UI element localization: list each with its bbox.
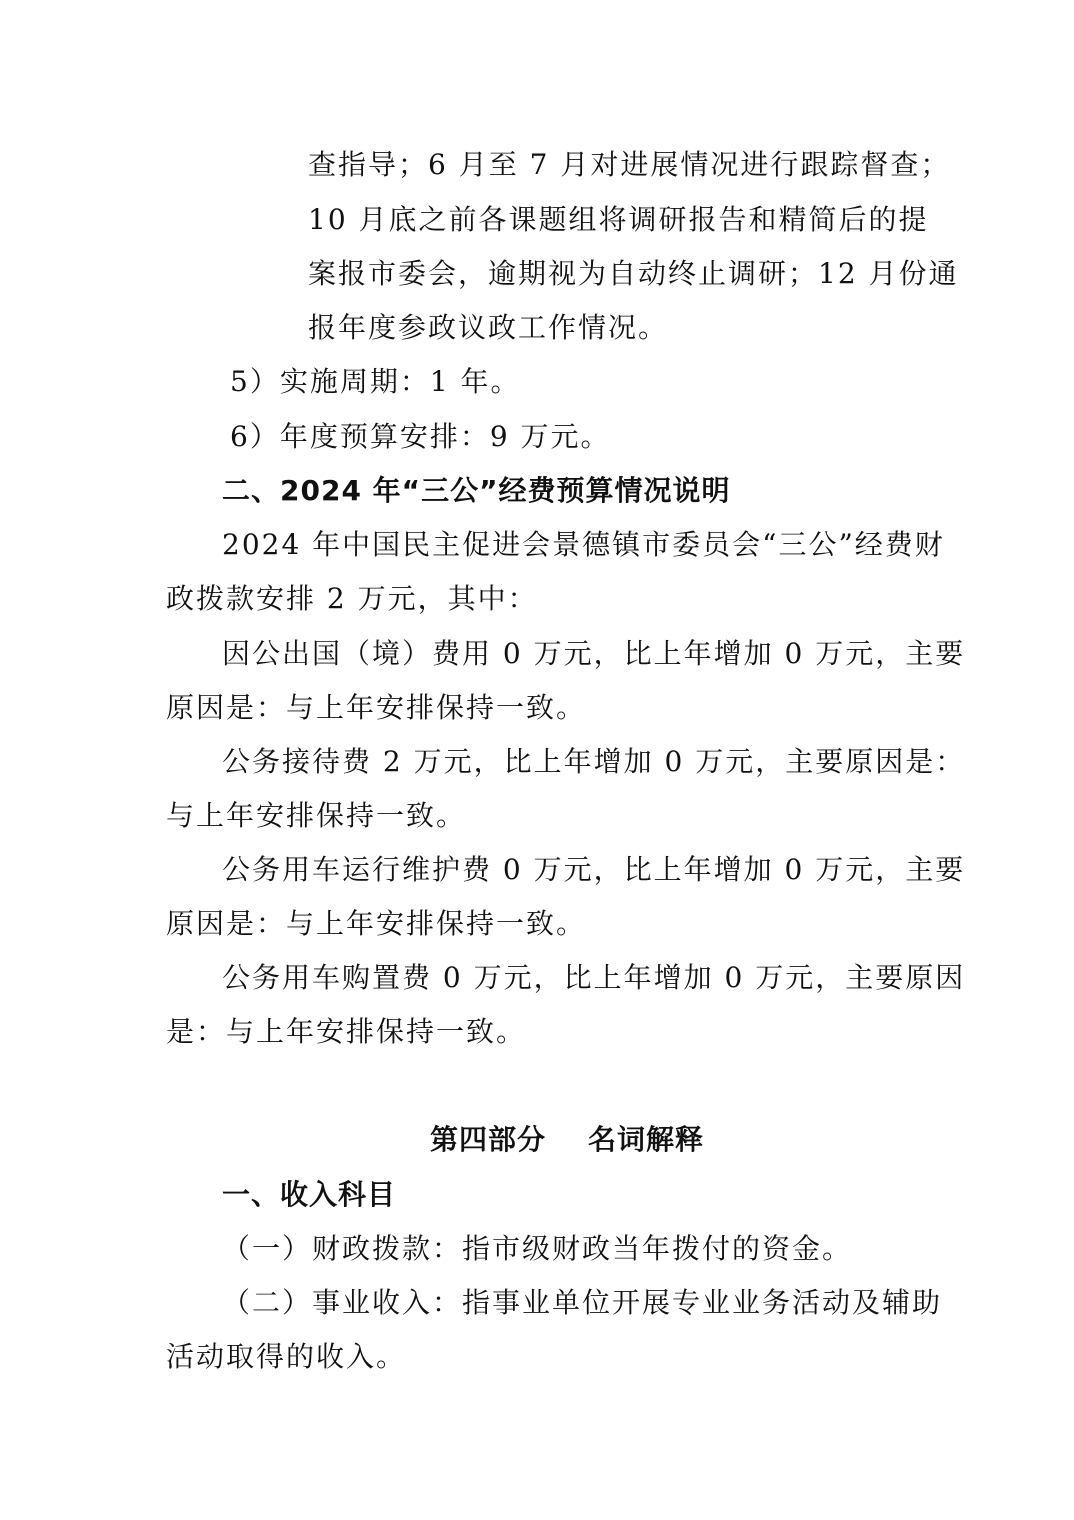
section-heading: 一、收入科目 bbox=[222, 1178, 397, 1211]
paragraph-line: 因公出国（境）费用 0 万元，比上年增加 0 万元，主要 bbox=[222, 637, 966, 670]
continued-item-line: 查指导；6 月至 7 月对进展情况进行跟踪督查； bbox=[308, 148, 951, 181]
part-title-name: 名词解释 bbox=[588, 1123, 705, 1156]
definition-item: （一）财政拨款：指市级财政当年拨付的资金。 bbox=[222, 1232, 853, 1265]
section-heading: 二、2024 年“三公”经费预算情况说明 bbox=[222, 474, 731, 507]
paragraph-line: 是：与上年安排保持一致。 bbox=[166, 1015, 527, 1048]
continued-item-line: 案报市委会，逾期视为自动终止调研；12 月份通 bbox=[308, 257, 959, 290]
part-title-number: 第四部分 bbox=[430, 1123, 547, 1156]
definition-item: （二）事业收入：指事业单位开展专业业务活动及辅助 bbox=[222, 1286, 943, 1319]
continued-item-line: 报年度参政议政工作情况。 bbox=[308, 311, 669, 344]
paragraph-line: 2024 年中国民主促进会景德镇市委员会“三公”经费财 bbox=[222, 528, 945, 561]
paragraph-line: 政拨款安排 2 万元，其中： bbox=[166, 582, 538, 615]
paragraph-line: 公务接待费 2 万元，比上年增加 0 万元，主要原因是： bbox=[222, 745, 966, 778]
paragraph-line: 原因是：与上年安排保持一致。 bbox=[166, 691, 587, 724]
item-implementation-period: 5）实施周期：1 年。 bbox=[230, 365, 521, 398]
paragraph-line: 原因是：与上年安排保持一致。 bbox=[166, 907, 587, 940]
paragraph-line: 公务用车购置费 0 万元，比上年增加 0 万元，主要原因 bbox=[222, 961, 966, 994]
item-annual-budget: 6）年度预算安排：9 万元。 bbox=[230, 420, 611, 453]
continued-item-line: 10 月底之前各课题组将调研报告和精简后的提 bbox=[308, 203, 929, 236]
paragraph-line: 公务用车运行维护费 0 万元，比上年增加 0 万元，主要 bbox=[222, 853, 966, 886]
definition-item: 活动取得的收入。 bbox=[166, 1340, 407, 1373]
paragraph-line: 与上年安排保持一致。 bbox=[166, 799, 467, 832]
